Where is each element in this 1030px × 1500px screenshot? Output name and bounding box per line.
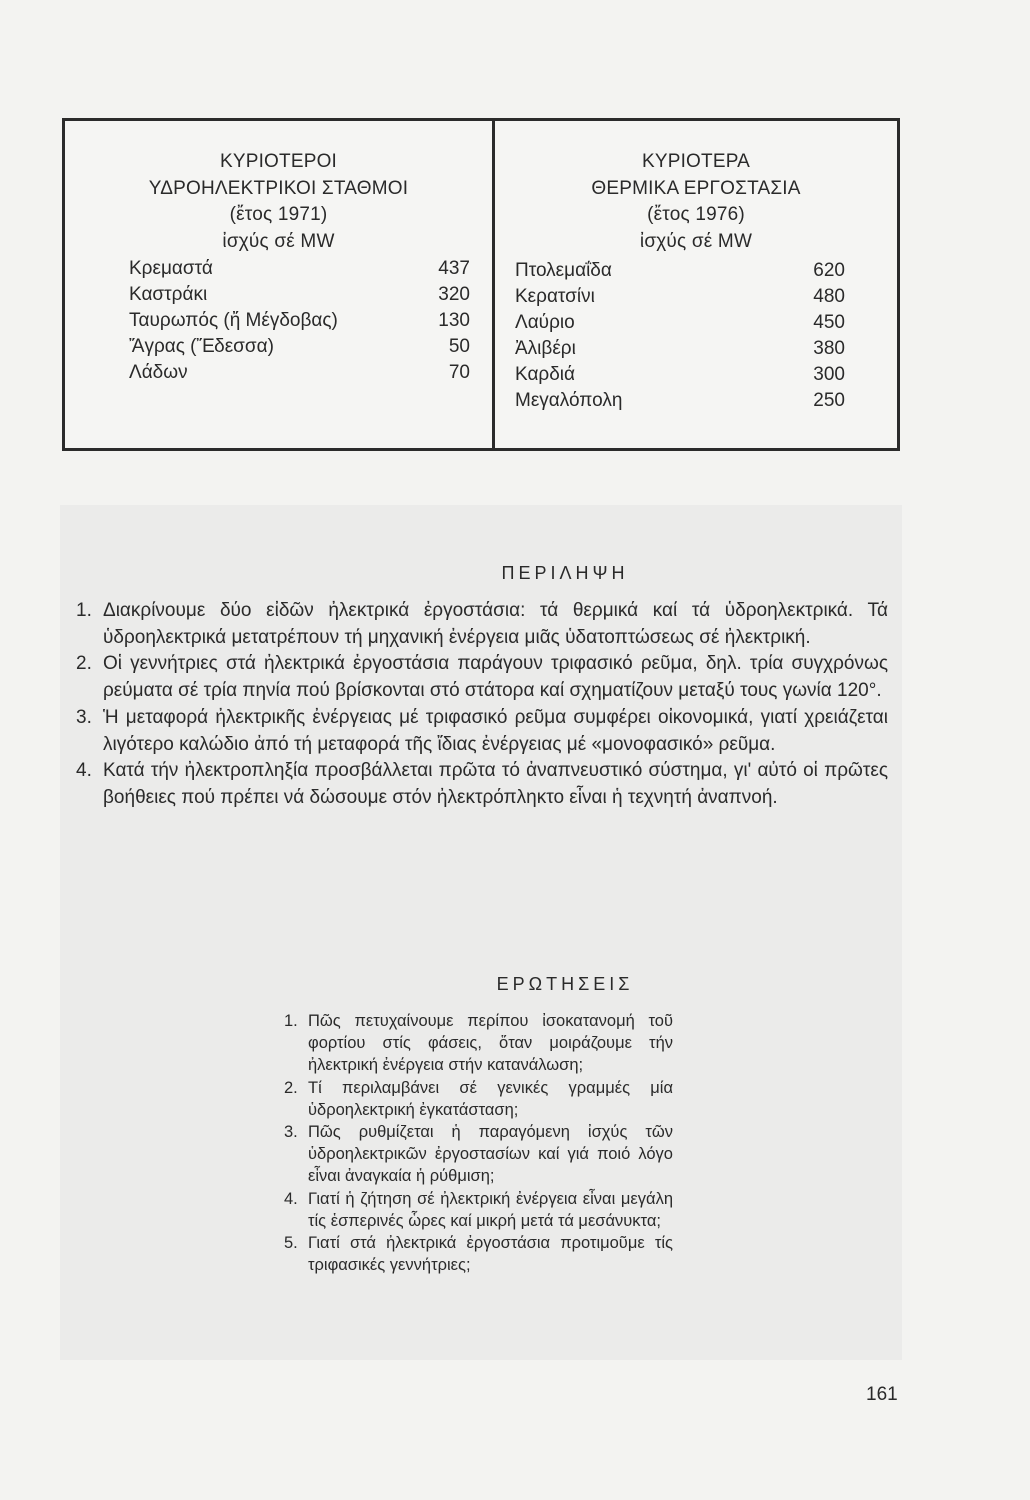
list-item <box>284 1077 673 1121</box>
item-number: 2. <box>284 1078 298 1097</box>
plant-name: Λαύριο <box>515 312 575 333</box>
plant-name: Μεγαλόπολη <box>515 390 623 411</box>
plant-power: 620 <box>813 260 845 281</box>
hydro-rows <box>65 256 492 386</box>
plant-power: 300 <box>813 364 845 385</box>
item-text: Τί περιλαμβάνει σέ γενικές γραμμές μία ὑδροηλεκτρική ἐγκατάσταση; <box>308 1078 673 1119</box>
list-item <box>76 598 888 651</box>
list-item <box>76 758 888 811</box>
station-power: 320 <box>438 284 470 305</box>
table-row <box>65 334 492 360</box>
thermal-plants-column <box>495 121 897 448</box>
item-number: 1. <box>284 1012 298 1030</box>
item-text: Κατά τήν ἠλεκτροπληξία προσβάλλεται πρῶτα τό ἀναπνευστικό σύστημα, γι' αὐτό οἱ πρῶτες βοήθειες πού πρέπει νά δώσουμε στόν ἠλεκτρόπληκτο εἶναι ἡ τεχνητή ἀναπνοή. <box>103 760 888 808</box>
plant-name: Κερατσίνι <box>515 286 595 307</box>
item-number: 3. <box>76 706 92 728</box>
thermal-heading-line: ἰσχύς σέ MW <box>639 230 753 252</box>
item-number: 5. <box>284 1234 298 1253</box>
list-item <box>284 1188 673 1232</box>
hydro-heading-line: ΥΔΡΟΗΛΕΚΤΡΙΚΟΙ ΣΤΑΘΜΟΙ <box>148 177 409 199</box>
list-item <box>76 651 888 704</box>
list-item <box>76 705 888 758</box>
station-power: 50 <box>448 336 470 357</box>
plant-name: Ἀλιβέρι <box>515 338 576 359</box>
questions-list <box>284 1010 673 1276</box>
item-text: Γιατί ἡ ζήτηση σέ ἠλεκτρική ἐνέργεια εἶναι μεγάλη τίς ἑσπερινές ὧρες καί μικρή μετά τά μεσάνυκτα; <box>308 1189 673 1230</box>
hydro-stations-column <box>65 121 495 448</box>
thermal-rows <box>495 258 897 414</box>
table-row <box>65 360 492 386</box>
table-row <box>495 258 897 284</box>
plant-power: 450 <box>813 312 845 333</box>
station-name: Κρεμαστά <box>129 258 213 279</box>
plant-power: 480 <box>813 286 845 307</box>
thermal-heading-line: ΚΥΡΙΟΤΕΡΑ <box>641 151 751 172</box>
item-text: Οἱ γεννήτριες στά ἠλεκτρικά ἐργοστάσια παράγουν τριφασικό ρεῦμα, δηλ. τρία συγχρόνως ρεύματα σέ τρία πηνία πού βρίσκονται στό στάτορα καί σχηματίζουν μεταξύ τους γωνία 120°. <box>103 653 888 702</box>
table-row <box>495 388 897 414</box>
hydro-heading-line: ΚΥΡΙΟΤΕΡΟΙ <box>219 151 338 172</box>
summary-list <box>76 598 888 812</box>
item-text: Πῶς πετυχαίνουμε περίπου ἰσοκατανομή τοῦ φορτίου στίς φάσεις, ὅταν μοιράζουμε τήν ἠλεκτρική ἐνέργεια στήν κατανάλωση; <box>308 1012 673 1075</box>
list-item <box>284 1121 673 1188</box>
table-row <box>495 310 897 336</box>
questions-title: ΕΡΩΤΗΣΕΙΣ <box>496 974 634 994</box>
list-item <box>284 1010 673 1077</box>
hydro-heading-line: ἰσχύς σέ MW <box>222 230 335 252</box>
power-stations-table <box>62 118 900 451</box>
item-number: 1. <box>76 600 92 621</box>
station-name: Ἄγρας (Ἔδεσσα) <box>129 336 274 357</box>
item-number: 4. <box>284 1189 298 1208</box>
table-row <box>495 284 897 310</box>
station-name: Ταυρωπός (ἤ Μέγδοβας) <box>129 310 338 331</box>
plant-power: 250 <box>813 390 845 411</box>
table-row <box>65 282 492 308</box>
station-power: 70 <box>448 362 470 383</box>
item-text: Πῶς ρυθμίζεται ἡ παραγόμενη ἰσχύς τῶν ὑδροηλεκτρικῶν ἐργοστασίων καί γιά ποιό λόγο εἶναι ἀναγκαία ἡ ρύθμιση; <box>308 1123 673 1186</box>
hydro-heading-line: (ἔτος 1971) <box>229 204 328 225</box>
table-row <box>65 308 492 334</box>
plant-name: Καρδιά <box>515 364 576 385</box>
item-text: Διακρίνουμε δύο εἰδῶν ἠλεκτρικά ἐργοστάσια: τά θερμικά καί τά ὑδροηλεκτρικά. Τά ὑδροηλεκτρικά μετατρέπουν τή μηχανική ἐνέργεια μιᾶς ὑδατοπτώσεως σέ ἠλεκτρική. <box>103 600 888 648</box>
thermal-heading-line: ΘΕΡΜΙΚΑ ΕΡΓΟΣΤΑΣΙΑ <box>591 177 801 199</box>
station-name: Λάδων <box>129 362 188 383</box>
item-text: Γιατί στά ἠλεκτρικά ἐργοστάσια προτιμοῦμε τίς τριφασικές γεννήτριες; <box>308 1234 673 1275</box>
item-text: Ἡ μεταφορά ἠλεκτρικῆς ἐνέργειας μέ τριφασικό ρεῦμα συμφέρει οἰκονομικά, γιατί χρειάζεται λιγότερο καλώδιο ἀπό τή μεταφορά τῆς ἴδιας ἐνέργειας μέ «μονοφασικό» ρεῦμα. <box>103 706 888 755</box>
list-item <box>284 1232 673 1276</box>
item-number: 3. <box>284 1123 298 1142</box>
station-name: Καστράκι <box>129 284 208 305</box>
thermal-heading-line: (ἔτος 1976) <box>647 204 745 225</box>
page-number: 161 <box>866 1384 898 1405</box>
summary-title: ΠΕΡΙΛΗΨΗ <box>501 563 629 583</box>
thermal-heading <box>495 149 897 255</box>
table-row <box>495 362 897 388</box>
item-number: 4. <box>76 760 92 782</box>
table-row <box>495 336 897 362</box>
table-row <box>65 256 492 282</box>
station-power: 130 <box>438 310 470 331</box>
plant-power: 380 <box>813 338 845 359</box>
station-power: 437 <box>438 258 470 279</box>
plant-name: Πτολεμαΐδα <box>515 260 612 281</box>
hydro-heading <box>65 149 492 255</box>
item-number: 2. <box>76 653 92 675</box>
